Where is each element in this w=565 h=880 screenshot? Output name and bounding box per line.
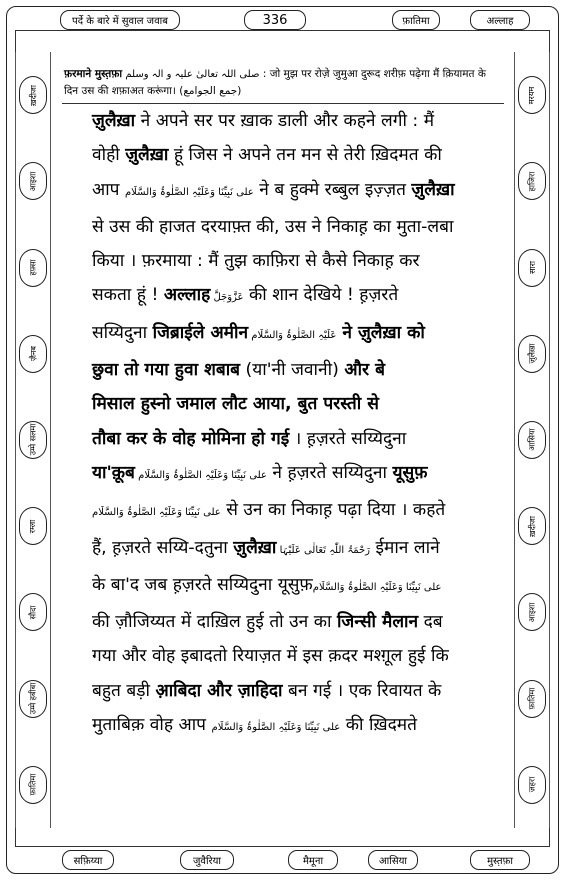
footer-tab: मैमूना [288, 850, 338, 870]
text-run: बहुत बड़ी [92, 680, 156, 701]
text-line-content [92, 674, 441, 708]
text-run: सय्यिदुना [92, 322, 153, 343]
page-number: 336 [244, 10, 306, 30]
text-line [92, 104, 516, 138]
text-run: सकता हूं ! [92, 285, 164, 306]
text-run: की शान देखिये ! ह़ज़रते [243, 285, 399, 306]
text-run: से उन का निकाह़ पढ़ा दिया । कहते [220, 500, 446, 521]
text-line-content [92, 422, 406, 456]
rail-medallion [19, 76, 47, 114]
text-line [92, 422, 516, 456]
text-run: किया । फ़रमाया : मैं तुझ काफ़िरा से कैसे निकाह़ कर [92, 251, 420, 272]
rail-medallion [19, 766, 47, 804]
rail-medallion-label: ज़हरा [527, 777, 537, 793]
text-line-content [92, 104, 434, 138]
rail-medallion-label: फ़ातिमा [527, 687, 537, 710]
rail-medallion-label: उम्मे हबीबा [28, 682, 38, 715]
text-line [92, 605, 516, 639]
text-run: हूं जिस ने अपने तन मन से तेरी ख़िदमत की [168, 145, 442, 166]
text-line [92, 173, 516, 210]
rail-medallion-label: आसिया [527, 428, 537, 452]
rail-medallion [518, 593, 546, 631]
book-title-tab: पर्दे के बारे में सुवाल जवाब [60, 10, 180, 30]
logo-badge: अल्लाह [470, 10, 530, 30]
rail-medallion-label: आइशा [527, 602, 537, 623]
text-line-content [92, 173, 455, 210]
text-run: के बा'द जब ह़ज़रते सय्यिदुना यूसुफ़ [92, 574, 313, 595]
text-run: से उस की हाजत दरयाफ़्त की, उस ने निकाह़ का मुता-लबा [92, 216, 454, 237]
rail-medallion [19, 421, 47, 459]
rail-medallion [518, 76, 546, 114]
text-line [92, 708, 516, 745]
text-line [92, 568, 516, 605]
text-line-content [92, 639, 449, 673]
text-line-content [92, 353, 385, 387]
bold-phrase: अल्लाह [163, 285, 211, 306]
bold-phrase: ज़ुलैख़ा [125, 145, 169, 166]
text-line-content [92, 210, 453, 244]
rail-medallion [19, 162, 47, 200]
text-line [92, 278, 516, 315]
footer-logo: मुस्त़फ़ा [470, 850, 530, 870]
bold-phrase: ज़ुलैख़ा [411, 179, 455, 200]
text-line-content [92, 278, 398, 315]
rail-medallion-label: ज़ुलैख़ा [527, 343, 537, 364]
left-rail [15, 52, 51, 828]
bold-phrase: या'क़ूब [92, 462, 135, 483]
text-run: गया और वोह इबादतो रियाज़त में इस क़दर मश्ग़ूल हुई कि [92, 646, 449, 667]
text-run: ने ब हुक्मे रब्बुल इज़्ज़त [253, 179, 412, 200]
bold-phrase: जिब्राईले अमीन [152, 322, 249, 343]
arabic-honorific: علی نَبِیِّنَا وَعَلَیْہِ الصَّلٰوۃُ وَالسَّلَام [92, 507, 221, 519]
section-tab: फ़ातिमा [392, 10, 440, 30]
text-run: की ख़िदमते [340, 715, 417, 736]
text-line [92, 353, 516, 387]
rail-medallion-label: मरयम [527, 86, 537, 104]
text-line [92, 138, 516, 172]
rail-medallion-label: फ़ातिमा [28, 773, 38, 796]
text-run: ईमान लाने [370, 537, 440, 558]
bold-phrase: ज़ुलैख़ा [92, 111, 136, 131]
rail-medallion-label: हफ़्सा [28, 259, 38, 276]
rail-medallion-label: हाजिरा [527, 171, 537, 192]
text-run: मुताबिक़ वोह आप [92, 715, 212, 736]
text-line-content [92, 493, 445, 530]
rail-medallion-label: रम्ला [28, 519, 38, 533]
header-note [64, 66, 502, 99]
text-run: दब [418, 612, 443, 633]
text-line [92, 639, 516, 673]
text-line-content [92, 456, 428, 493]
footer-tab: आसिया [368, 850, 418, 870]
bold-phrase: जिन्सी मैलान [336, 612, 419, 633]
text-run: (या'नी जवानी) [240, 360, 345, 381]
text-line-content [92, 708, 417, 745]
text-run: ने ह़ज़रते सय्यिदुना [266, 462, 393, 483]
rail-medallion [518, 335, 546, 373]
text-line [92, 210, 516, 244]
arabic-honorific: عَزَّوَجَلَّ [210, 292, 244, 304]
bold-phrase: मिसाल हुस्नो जमाल लौट आया, बुत परस्ती से [92, 394, 379, 415]
rail-medallion [518, 507, 546, 545]
text-run: आप [92, 179, 125, 200]
bold-phrase: यूसुफ़ [392, 462, 428, 483]
note-arabic: صلی اللہ تعالیٰ علیہ و الہ وسلم [125, 69, 260, 80]
rail-medallion-label: आइशा [28, 171, 38, 192]
arabic-honorific: علی نَبِیِّنَا وَعَلَیْہِ الصَّلٰوۃُ وَالسَّلَام [134, 469, 267, 481]
rail-medallion [518, 680, 546, 718]
footer-tab: सफ़िय्या [62, 850, 114, 870]
text-line-content [92, 568, 442, 605]
note-text: : जो मुझ पर रोज़े जुमुआ दुरूद शरीफ़ पढ़ेगा मैं क़ियामत के दिन उस की शफ़ाअत करूंगा। (جمع الجوامع) [64, 68, 486, 97]
text-line [92, 456, 516, 493]
bold-phrase: ज़ुलैख़ा [233, 537, 277, 558]
text-line-content [92, 531, 440, 568]
arabic-honorific: علی نَبِیِّنَا وَعَلَیْہِ الصَّلٰوۃُ وَالسَّلَام [124, 186, 254, 198]
text-line-content [92, 605, 443, 639]
text-line [92, 387, 516, 421]
rail-medallion [518, 162, 546, 200]
text-line [92, 244, 516, 278]
bold-phrase: और बे [344, 360, 385, 381]
text-line [92, 493, 516, 530]
rail-medallion [518, 249, 546, 287]
footer-tab: जुवैरिया [180, 850, 234, 870]
text-run: वोही [92, 145, 126, 166]
note-title: फ़रमाने मुस्त़फ़ा [64, 68, 123, 80]
text-line [92, 531, 516, 568]
rail-medallion-label: ख़दीजा [28, 84, 38, 106]
text-line-content [92, 316, 425, 353]
rail-medallion [19, 335, 47, 373]
text-line-content [92, 387, 379, 421]
arabic-honorific: عَلَیْہِ الصَّلٰوۃُ وَالسَّلَام [248, 329, 337, 341]
text-line [92, 316, 516, 353]
arabic-honorific: علی نَبِیِّنَا وَعَلَیْہِ الصَّلٰوۃُ وَالسَّلَام [312, 581, 442, 593]
bold-phrase: आ़बिदा और ज़ाहिदा [155, 680, 283, 701]
bold-phrase: तौबा कर के वोह मोमिना हो गई [92, 428, 290, 449]
rail-medallion-label: ख़दीजा [527, 515, 537, 537]
bold-phrase: ने ज़ुलैख़ा को [336, 322, 425, 343]
rail-medallion [19, 680, 47, 718]
text-line-content [92, 244, 420, 278]
rail-medallion [19, 249, 47, 287]
rail-medallion-label: सारा [527, 261, 537, 274]
text-run: हैं, ह़ज़रते सय्यि-दतुना [92, 537, 234, 558]
text-run: बन गई । एक रिवायत के [282, 680, 442, 701]
text-line-content [92, 138, 442, 172]
rail-medallion [518, 766, 546, 804]
rail-medallion-label: सौदा [28, 605, 38, 620]
rail-medallion [19, 593, 47, 631]
body-text [92, 104, 516, 745]
text-run: की ज़ौजिय्यत में दाख़िल हुई तो उन का [92, 612, 337, 633]
right-rail [514, 52, 550, 828]
text-run: ने अपने सर पर ख़ाक डाली और कहने लगी : मैं [135, 111, 435, 131]
arabic-honorific: علی نَبِیِّنَا وَعَلَیْہِ الصَّلٰوۃُ وَالسَّلَام [211, 722, 341, 734]
text-run: । ह़ज़रते सय्यिदुना [289, 428, 407, 449]
text-line [92, 674, 516, 708]
rail-medallion [518, 421, 546, 459]
rail-medallion-label: उम्मे सलमा [28, 424, 38, 456]
rail-medallion [19, 507, 47, 545]
rail-medallion-label: ज़ैनब [28, 346, 38, 362]
arabic-honorific: رَحْمَۃُ اللّٰہِ تَعَالٰی عَلَیْہَا [276, 544, 371, 556]
bold-phrase: छुवा तो गया हुवा शबाब [92, 360, 241, 381]
